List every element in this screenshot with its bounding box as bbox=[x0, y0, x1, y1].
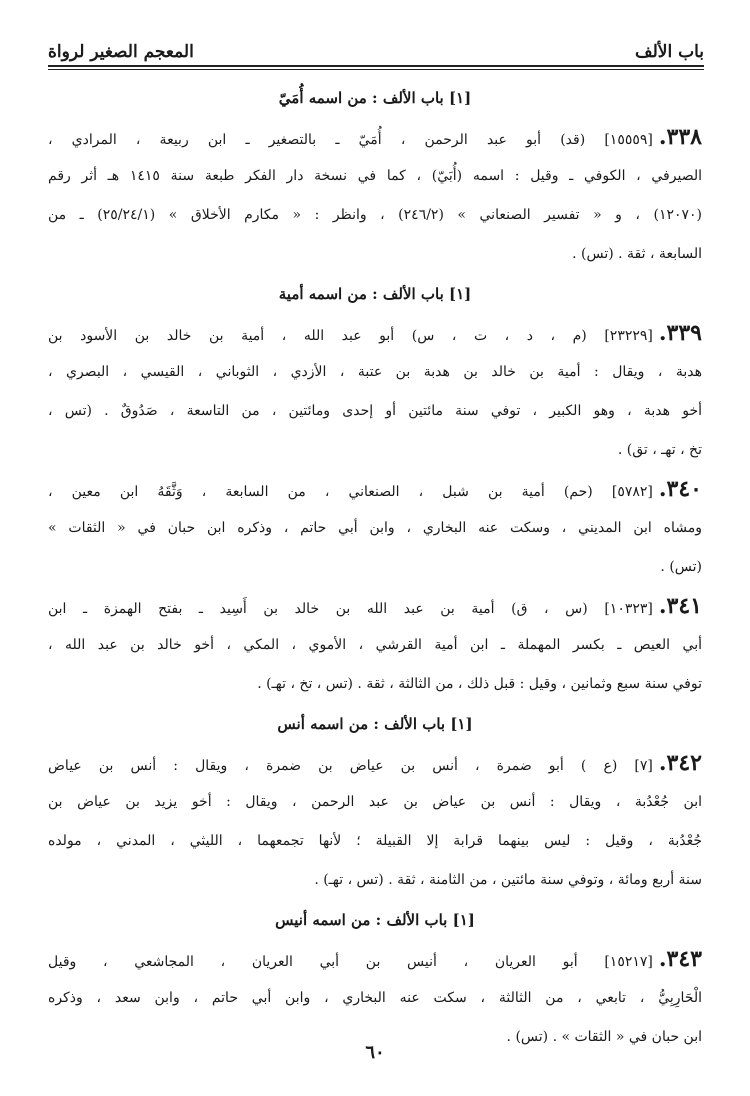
section-heading: [١] باب الألف : من اسمه أنيس bbox=[275, 911, 475, 929]
header-chapter-title: باب الألف bbox=[634, 42, 704, 62]
entry-text: [١٥٢١٧] أبو العريان ، أنيس بن أبي العريان ، المجاشعي ، وقيل bbox=[48, 954, 653, 970]
entry bbox=[48, 587, 702, 704]
entry-text: [١٥٥٥٩] (قد) أبو عبد الرحمن ، أُمَيّ ـ بالتصغير ـ ابن ربيعة ، المرادي ، bbox=[48, 132, 653, 148]
entry-number: ٣٤٣. bbox=[658, 946, 702, 972]
entry-line: السابعة ، ثقة . (تس) . bbox=[572, 246, 702, 262]
entry-number: ٣٤١. bbox=[658, 593, 702, 619]
entry-number: ٣٣٨. bbox=[658, 124, 702, 150]
entry-number: ٣٤٢. bbox=[658, 750, 702, 776]
entry bbox=[48, 940, 702, 1057]
header-rule bbox=[48, 65, 704, 70]
entry bbox=[48, 744, 702, 900]
header-book-title: المعجم الصغير لرواة bbox=[48, 42, 194, 62]
section-heading: [١] باب الألف : من اسمه أنس bbox=[277, 715, 473, 733]
entry-line: ومشاه ابن المديني ، وسكت عنه البخاري ، وابن أبي حاتم ، وذكره ابن حبان في « الثقات » bbox=[48, 520, 702, 536]
page-content bbox=[48, 78, 702, 1057]
entry bbox=[48, 118, 702, 274]
entry-text: [٧] (ع ) أبو ضمرة ، أنس بن عياض بن ضمرة ، ويقال : أنس بن عياض bbox=[48, 758, 653, 774]
entry-line: (١٢٠٧٠) ، و « تفسير الصنعاني » (٢٤٦/٢) ، وانظر : « مكارم الأخلاق » (٢٥/٢٤/١) ـ من bbox=[48, 207, 702, 223]
entry-line: الْحَارِبِيُّ ، تابعي ، من الثالثة ، سكت عنه البخاري ، وابن أبي حاتم ، وابن سعد ، وذكره bbox=[48, 990, 702, 1006]
entry-line: سنة أربع ومائة ، وتوفي سنة مائتين ، من الثامنة ، ثقة . (تس ، تهـ) . bbox=[314, 872, 702, 888]
page-number: ٦٠ bbox=[365, 1042, 385, 1063]
entry-text: [١٠٣٢٣] (س ، ق) أمية بن عبد الله بن خالد بن أَسِيد ـ بفتح الهمزة ـ ابن bbox=[48, 601, 653, 617]
entry-line bbox=[48, 470, 702, 509]
section-heading: [١] باب الألف : من اسمه أمية bbox=[278, 285, 472, 303]
entry-line: الصيرفي ، الكوفي ـ وقيل : اسمه (أُبَيّ) ، كما في نسخة دار الفكر طبعة سنة ١٤١٥ هـ أثر رقم bbox=[48, 168, 702, 184]
entry-number: ٣٤٠. bbox=[658, 476, 702, 502]
entry-line: أبي العيص ـ بكسر المهملة ـ ابن أمية القرشي ، الأموي ، المكي ، أخو خالد بن عبد الله ، bbox=[48, 637, 702, 653]
entry-text: [٢٣٢٢٩] (م ، د ، ت ، س) أبو عبد الله ، أمية بن خالد بن الأسود بن bbox=[48, 328, 653, 344]
entry-line bbox=[48, 744, 702, 783]
entry-text: [٥٧٨٢] (حم) أمية بن شبل ، الصنعاني ، من السابعة ، وَثَّقَهُ ابن معين ، bbox=[48, 484, 653, 500]
section-heading: [١] باب الألف : من اسمه أُمَيّ bbox=[278, 89, 472, 107]
entry-line bbox=[48, 314, 702, 353]
entry-line: توفي سنة سبع وثمانين ، وقيل : قبل ذلك ، من الثالثة ، ثقة . (تس ، تخ ، تهـ) . bbox=[257, 676, 702, 692]
entry-line: هدبة ، ويقال : أمية بن خالد بن هدبة بن عتبة ، الأزدي ، الثوباني ، القيسي ، البصري ، bbox=[48, 364, 702, 380]
entry-line: ابن حبان في « الثقات » . (تس) . bbox=[506, 1029, 702, 1045]
entry-line bbox=[48, 940, 702, 979]
entry-line: جُعْدُبة ، وقيل : ليس بينهما قرابة إلا القبيلة ؛ لأنها تجمعهما ، الليثي ، المدني ، مولده bbox=[48, 833, 702, 849]
entry-number: ٣٣٩. bbox=[658, 320, 702, 346]
entry-line: أخو هدبة ، وهو الكبير ، توفي سنة مائتين أو إحدى ومائتين ، من التاسعة ، صَدُوقٌ . (تس ، bbox=[48, 403, 702, 419]
entry bbox=[48, 314, 702, 470]
entry-line: ابن جُعْدُبة ، ويقال : أنس بن عياض بن عبد الرحمن ، ويقال : أخو يزيد بن عياض بن bbox=[48, 794, 702, 810]
entry-line: تخ ، تهـ ، تق) . bbox=[617, 442, 702, 458]
running-header bbox=[48, 34, 704, 62]
entry-line: (تس) . bbox=[660, 559, 702, 575]
entry-line bbox=[48, 118, 702, 157]
entry bbox=[48, 470, 702, 587]
entry-line bbox=[48, 587, 702, 626]
